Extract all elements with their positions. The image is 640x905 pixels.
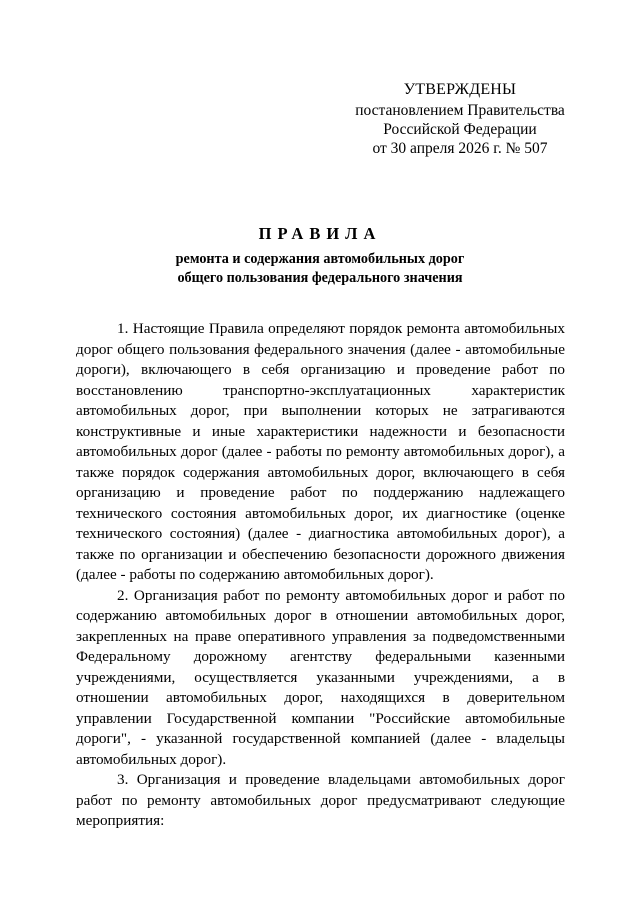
document-subtitle <box>100 250 540 288</box>
paragraph-3: 3. Организация и проведение владельцами автомобильных дорог работ по ремонту автомобильных дорог предусматривают следующие мероприятия: <box>76 771 565 829</box>
approval-line-2: Российской Федерации <box>383 121 537 138</box>
subtitle-line-1: ремонта и содержания автомобильных дорог <box>175 251 465 267</box>
approval-block <box>340 80 580 158</box>
approval-line-1: постановлением Правительства <box>355 102 565 119</box>
document-title: ПРАВИЛА <box>258 224 382 243</box>
document-body <box>76 319 565 832</box>
subtitle-line-2: общего пользования федерального значения <box>177 270 463 286</box>
approval-heading: УТВЕРЖДЕНЫ <box>403 81 517 98</box>
paragraph-2: 2. Организация работ по ремонту автомобильных дорог и работ по содержанию автомобильных дорог в отношении автомобильных дорог, закрепленных на праве оперативного управления за подведомственными Федеральному дорожному агентству федеральными казенными учреждениями, осуществляется указанными учреждениями, а в отношении автомобильных дорог, находящихся в доверительном управлении Государственной компании "Российские автомобильные дороги", - указанной государственной компанией (далее - владельцы автомобильных дорог). <box>76 586 565 768</box>
paragraph-1: 1. Настоящие Правила определяют порядок ремонта автомобильных дорог общего пользования федерального значения (далее - автомобильные дороги), включающего в себя организацию и проведение работ по восстановлению транспортно-эксплуатационных характеристик автомобильных дорог, при выполнении которых не затрагиваются конструктивные и иные характеристики надежности и безопасности автомобильных дорог (далее - работы по ремонту автомобильных дорог), а также порядок содержания автомобильных дорог, включающего в себя организацию и проведение работ по поддержанию надлежащего технического состояния автомобильных дорог, их диагностике (оценке технического состояния) (далее - диагностика автомобильных дорог), а также по организации и обеспечению безопасности дорожного движения (далее - работы по содержанию автомобильных дорог). <box>76 320 565 583</box>
approval-line-3: от 30 апреля 2026 г. № 507 <box>372 140 548 157</box>
